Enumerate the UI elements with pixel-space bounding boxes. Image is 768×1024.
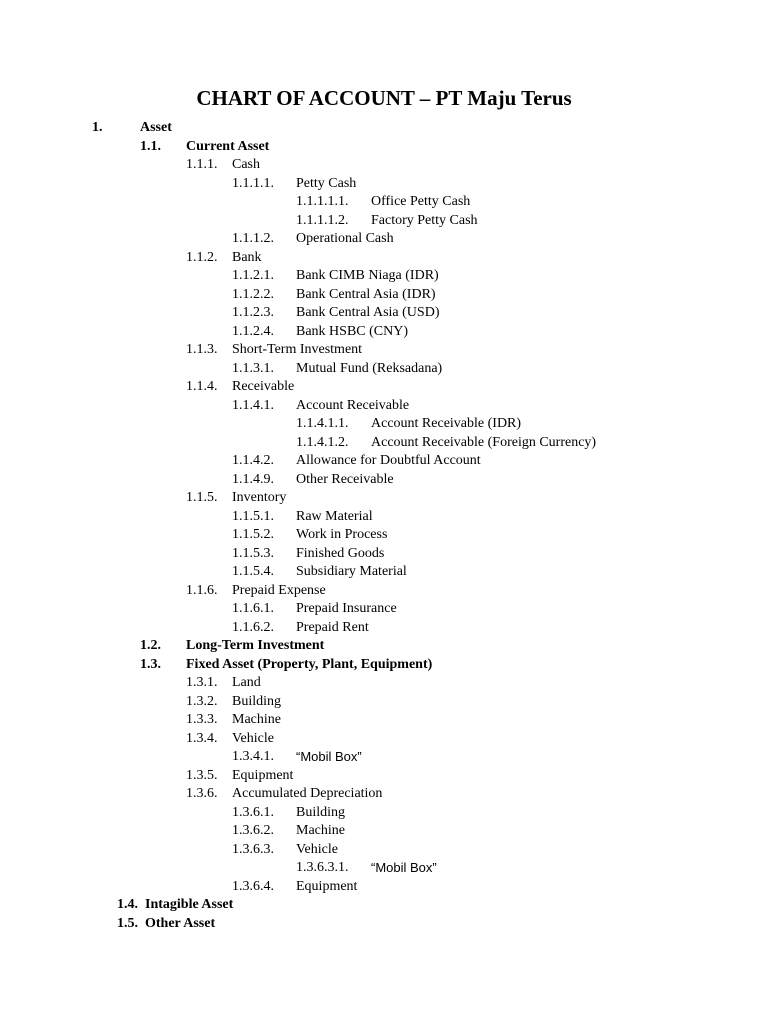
account-number: 1.1.6. bbox=[186, 582, 218, 598]
account-number: 1.1.4.1.1. bbox=[296, 416, 349, 431]
account-entry-level-4 bbox=[0, 619, 768, 638]
account-name: Operational Cash bbox=[296, 231, 394, 246]
account-number: 1.1.4. bbox=[186, 379, 218, 394]
account-entry-level-2 bbox=[0, 915, 768, 934]
account-name: Office Petty Cash bbox=[371, 194, 471, 209]
account-number: 1.1.5.1. bbox=[232, 508, 274, 524]
account-entry-level-2 bbox=[0, 637, 768, 656]
account-name: Bank CIMB Niaga (IDR) bbox=[296, 268, 439, 283]
account-entry-level-4 bbox=[0, 748, 768, 767]
account-number: 1.1.5. bbox=[186, 490, 218, 505]
account-name: Equipment bbox=[296, 878, 358, 894]
account-name: “Mobil Box” bbox=[296, 749, 362, 764]
account-name: Inventory bbox=[232, 490, 287, 505]
account-entry-level-4 bbox=[0, 822, 768, 841]
account-name: “Mobil Box” bbox=[371, 860, 437, 875]
account-name: Vehicle bbox=[296, 841, 338, 857]
account-number: 1.5. bbox=[117, 915, 138, 931]
account-number: 1.3.1. bbox=[186, 675, 218, 690]
account-number: 1.1.1.1. bbox=[232, 175, 274, 191]
account-name: Prepaid Rent bbox=[296, 619, 369, 635]
account-name: Finished Goods bbox=[296, 545, 385, 561]
account-entry-level-3 bbox=[0, 582, 768, 601]
account-name: Factory Petty Cash bbox=[371, 212, 478, 228]
account-name: Petty Cash bbox=[296, 175, 357, 191]
account-name: Account Receivable (IDR) bbox=[371, 416, 522, 431]
account-entry-level-4 bbox=[0, 563, 768, 582]
account-entry-level-3 bbox=[0, 341, 768, 360]
account-number: 1. bbox=[92, 120, 103, 135]
account-number: 1.1.5.3. bbox=[232, 545, 274, 561]
account-entry-level-3 bbox=[0, 674, 768, 693]
account-entry-level-3 bbox=[0, 730, 768, 749]
account-number: 1.3.6.3.1. bbox=[296, 860, 349, 875]
account-number: 1.1.1.1.1. bbox=[296, 194, 349, 209]
account-number: 1.3.4. bbox=[186, 730, 218, 746]
account-name: Cash bbox=[232, 157, 260, 172]
account-entry-level-3 bbox=[0, 249, 768, 268]
account-name: Equipment bbox=[232, 767, 294, 783]
account-number: 1.3.4.1. bbox=[232, 749, 274, 764]
account-number: 1.1.2.4. bbox=[232, 323, 274, 339]
account-number: 1.1.2.1. bbox=[232, 268, 274, 283]
account-number: 1.1.1.1.2. bbox=[296, 212, 349, 228]
account-name: Mutual Fund (Reksadana) bbox=[296, 360, 443, 376]
account-entry-level-3 bbox=[0, 785, 768, 804]
account-number: 1.1.1. bbox=[186, 157, 218, 172]
account-name: Short-Term Investment bbox=[232, 342, 363, 357]
account-number: 1.3.6.3. bbox=[232, 841, 274, 857]
account-number: 1.1.1.2. bbox=[232, 231, 274, 246]
account-entry-level-4 bbox=[0, 841, 768, 860]
account-entry-level-4 bbox=[0, 397, 768, 416]
account-entry-level-4 bbox=[0, 545, 768, 564]
account-name: Receivable bbox=[232, 379, 295, 394]
account-entry-level-3 bbox=[0, 378, 768, 397]
account-name: Machine bbox=[296, 823, 345, 838]
account-name: Asset bbox=[140, 120, 172, 135]
account-entry-level-2 bbox=[0, 896, 768, 915]
account-name: Subsidiary Material bbox=[296, 564, 407, 579]
account-entry-level-4 bbox=[0, 600, 768, 619]
account-name: Bank HSBC (CNY) bbox=[296, 323, 409, 339]
account-list bbox=[0, 119, 768, 933]
account-entry-level-4 bbox=[0, 452, 768, 471]
account-entry-level-5 bbox=[0, 212, 768, 231]
account-number: 1.1.5.2. bbox=[232, 527, 274, 542]
account-entry-level-2 bbox=[0, 656, 768, 675]
account-name: Vehicle bbox=[232, 730, 274, 746]
document-title: CHART OF ACCOUNT – PT Maju Terus bbox=[196, 86, 572, 110]
account-entry-level-1 bbox=[0, 119, 768, 138]
account-number: 1.2. bbox=[140, 638, 161, 653]
account-name: Account Receivable bbox=[296, 397, 410, 413]
account-number: 1.1.3.1. bbox=[232, 360, 274, 376]
account-number: 1.3.3. bbox=[186, 712, 218, 727]
account-number: 1.1.5.4. bbox=[232, 564, 274, 579]
account-name: Building bbox=[296, 804, 346, 820]
account-number: 1.1.2. bbox=[186, 249, 218, 265]
account-number: 1.3.6. bbox=[186, 786, 218, 801]
account-name: Raw Material bbox=[296, 508, 373, 524]
account-number: 1.1.2.2. bbox=[232, 286, 274, 302]
account-name: Other Receivable bbox=[296, 471, 394, 487]
account-number: 1.1.2.3. bbox=[232, 305, 274, 320]
account-number: 1.1.4.1. bbox=[232, 397, 274, 413]
account-name: Current Asset bbox=[186, 138, 270, 154]
account-name: Bank Central Asia (USD) bbox=[296, 305, 440, 320]
account-entry-level-2 bbox=[0, 138, 768, 157]
account-name: Other Asset bbox=[145, 915, 216, 931]
account-number: 1.4. bbox=[117, 897, 138, 912]
account-entry-level-4 bbox=[0, 267, 768, 286]
account-name: Bank bbox=[232, 249, 262, 265]
account-entry-level-4 bbox=[0, 804, 768, 823]
account-name: Account Receivable (Foreign Currency) bbox=[371, 434, 597, 450]
account-name: Fixed Asset (Property, Plant, Equipment) bbox=[186, 656, 433, 672]
account-entry-level-4 bbox=[0, 508, 768, 527]
account-entry-level-4 bbox=[0, 471, 768, 490]
account-name: Work in Process bbox=[296, 527, 388, 542]
account-name: Intagible Asset bbox=[145, 897, 234, 912]
account-entry-level-5 bbox=[0, 434, 768, 453]
account-name: Prepaid Expense bbox=[232, 582, 326, 598]
account-name: Prepaid Insurance bbox=[296, 601, 397, 616]
account-entry-level-5 bbox=[0, 193, 768, 212]
account-name: Accumulated Depreciation bbox=[232, 786, 383, 801]
account-number: 1.3.2. bbox=[186, 693, 218, 709]
account-number: 1.1.6.2. bbox=[232, 619, 274, 635]
account-entry-level-4 bbox=[0, 323, 768, 342]
account-number: 1.3.6.1. bbox=[232, 804, 274, 820]
account-entry-level-4 bbox=[0, 286, 768, 305]
account-entry-level-3 bbox=[0, 489, 768, 508]
account-entry-level-5 bbox=[0, 415, 768, 434]
account-number: 1.1.3. bbox=[186, 342, 218, 357]
account-entry-level-4 bbox=[0, 878, 768, 897]
account-number: 1.3. bbox=[140, 656, 161, 672]
account-entry-level-4 bbox=[0, 230, 768, 249]
account-entry-level-3 bbox=[0, 156, 768, 175]
account-number: 1.1.4.9. bbox=[232, 471, 274, 487]
account-entry-level-3 bbox=[0, 693, 768, 712]
account-number: 1.1.6.1. bbox=[232, 601, 274, 616]
account-name: Long-Term Investment bbox=[186, 638, 325, 653]
account-entry-level-4 bbox=[0, 526, 768, 545]
account-number: 1.3.6.2. bbox=[232, 823, 274, 838]
account-name: Bank Central Asia (IDR) bbox=[296, 286, 436, 302]
account-name: Machine bbox=[232, 712, 281, 727]
account-number: 1.3.6.4. bbox=[232, 878, 274, 894]
account-name: Allowance for Doubtful Account bbox=[296, 453, 481, 468]
account-name: Land bbox=[232, 675, 261, 690]
account-number: 1.3.5. bbox=[186, 767, 218, 783]
account-entry-level-3 bbox=[0, 767, 768, 786]
account-name: Building bbox=[232, 693, 282, 709]
account-entry-level-4 bbox=[0, 360, 768, 379]
account-entry-level-4 bbox=[0, 175, 768, 194]
account-number: 1.1. bbox=[140, 138, 161, 154]
account-entry-level-3 bbox=[0, 711, 768, 730]
account-number: 1.1.4.1.2. bbox=[296, 434, 349, 450]
account-entry-level-5 bbox=[0, 859, 768, 878]
account-number: 1.1.4.2. bbox=[232, 453, 274, 468]
account-entry-level-4 bbox=[0, 304, 768, 323]
